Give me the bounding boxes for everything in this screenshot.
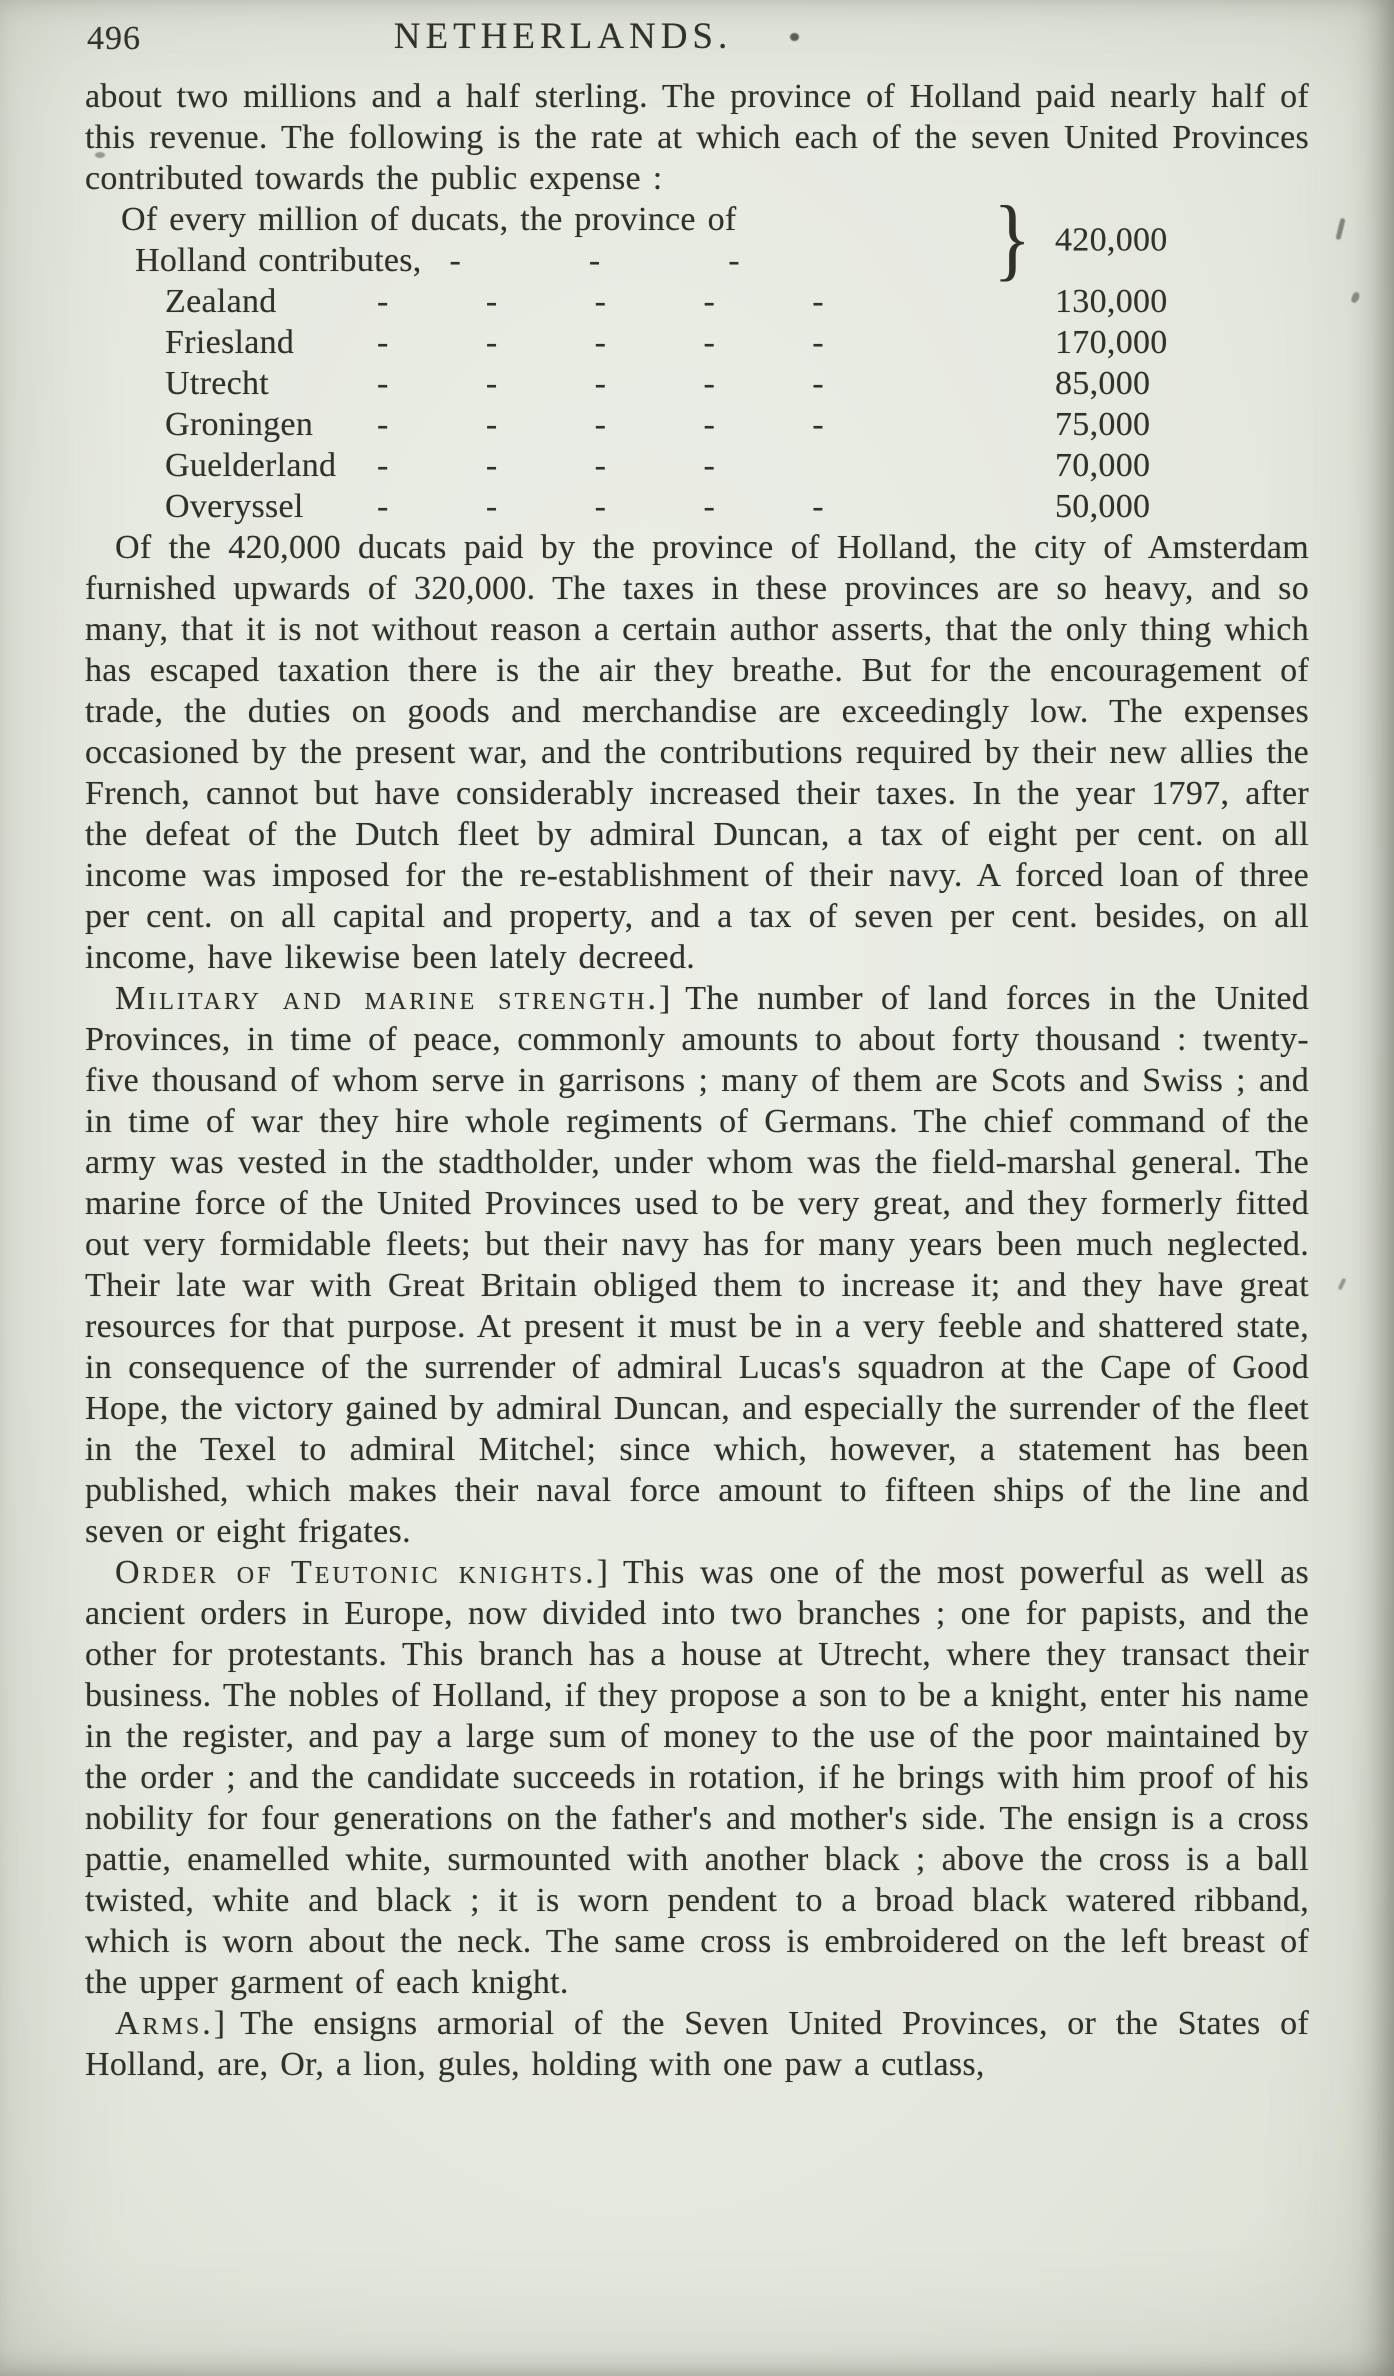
province-name: Friesland [165,324,295,361]
spacer [937,486,1055,527]
paragraph-text: The number of land forces in the United Provinces, in time of peace, commonly amounts to about forty thousand : twenty-five thousand of whom serve in garrisons ; many of them are Scots and Swiss ; and in time of war they hire whole regiments of Germans. The chief command of the army was vested in the stadtholder, under whom was the field-marshal general. The marine force of the United Provinces used to be very great, and they formerly fitted out very formidable fleets; but their navy has for many years been much neglected. Their late war with Great Britain obliged them to increase it; and they have great resources for that purpose. At present it must be in a very feeble and shattered state, in consequence of the surrender of admiral Lucas's squadron at the Cape of Good Hope, the victory gained by admiral Duncan, and especially the surrender of the fleet in the Texel to admiral Mitchel; since which, however, a statement has been published, which makes their naval force amount to fifteen ships of the line and seven or eight frigates. [85,980,1310,1550]
paragraph-text: This was one of the most powerful as well as ancient orders in Europe, now divided into two branches ; one for papists, and the other for protestants. This branch has a house at Utrecht, where they transact their business. The nobles of Holland, if they propose a son to be a knight, enter his name in the register, and pay a large sum of money to the use of the poor maintained by the order ; and the candidate succeeds in rotation, if he brings with him proof of his nobility for four generations on the father's and mother's side. The ensign is a cross pattie, enamelled white, surmounted with another black ; above the cross is a ball twisted, white and black ; it is worn pendent to a broad black watered ribband, which is worn about the neck. The same cross is embroidered on the left breast of the upper garment of each knight. [85,1554,1310,2001]
table-value: 70,000 [1055,447,1151,484]
section-heading: Military and marine strength.] [115,980,674,1017]
table-row [85,281,1309,322]
paragraph-text: Of the 420,000 ducats paid by the province of Holland, the city of Amsterdam furnished upwards of 320,000. The taxes in these provinces are so heavy, and so many, that it is not without reason a certain author asserts, that the only thing which has escaped taxation there is the air they breathe. But for the encouragement of trade, the duties on goods and merchandise are exceedingly low. The expenses occasioned by the present war, and the contributions required by their new allies the French, cannot but have considerably increased their taxes. In the year 1797, after the defeat of the Dutch fleet by admiral Duncan, a tax of eight per cent. on all income was imposed for the re-establishment of their navy. A forced loan of three per cent. on all capital and property, and a tax of seven per cent. besides, on all income, have likewise been lately decreed. [85,529,1309,976]
table-lead-row [85,187,1309,290]
spacer [937,445,1055,486]
dash-leaders: - - - - [377,447,716,484]
table-value: 85,000 [1055,365,1151,402]
table-lead-line2-text: Holland contributes, [135,242,422,279]
paragraph [85,1552,1309,2003]
ink-speck [1338,1278,1347,1291]
province-name: Guelderland [165,447,337,484]
dash-leaders: - - - - - [377,283,824,320]
table-row [85,404,1309,445]
table-lead-line1: Of every million of ducats, the province of [121,201,737,238]
ink-speck [790,33,799,41]
ink-speck [1350,291,1360,304]
paragraph [85,978,1309,1552]
page-header [85,16,1309,76]
table-row [85,445,1309,486]
table-value: 170,000 [1055,324,1168,361]
spacer [937,363,1055,404]
table-row [85,363,1309,404]
dash-leaders: - - - [449,242,740,279]
spacer [937,404,1055,445]
province-name: Zealand [165,283,277,320]
dash-leaders: - - - - - [377,406,824,443]
dash-leaders: - - - - - [377,365,824,402]
paragraph [85,527,1309,978]
dash-leaders: - - - - - [377,488,824,525]
section-heading: Order of Teutonic knights.] [115,1554,611,1591]
paragraph-text: The ensigns armorial of the Seven United Provinces, or the States of Holland, are, Or, a lion, gules, holding with one paw a cutlass, [85,2005,1309,2083]
ink-speck [1335,218,1345,241]
table-value: 420,000 [1055,221,1168,259]
table-row [85,486,1309,527]
table-value: 130,000 [1055,283,1168,320]
spacer [937,322,1055,363]
paragraph [85,2003,1309,2085]
ink-speck [95,152,105,158]
curly-brace-glyph: } [993,187,1032,290]
table-value: 75,000 [1055,406,1151,443]
section-heading: Arms.] [115,2005,229,2042]
page-number: 496 [87,20,141,57]
table-value: 50,000 [1055,488,1151,525]
intro-paragraph: about two millions and a half sterling. The province of Holland paid nearly half of this revenue. The following is the rate at which each of the seven United Provinces contributed towards the public expense : [85,78,1309,197]
contribution-table [85,187,1309,527]
text-block [85,16,1309,2085]
province-name: Groningen [165,406,314,443]
table-row [85,322,1309,363]
province-name: Overyssel [165,488,304,525]
dash-leaders: - - - - - [377,324,824,361]
running-title: NETHERLANDS. [393,16,733,57]
province-name: Utrecht [165,365,270,402]
